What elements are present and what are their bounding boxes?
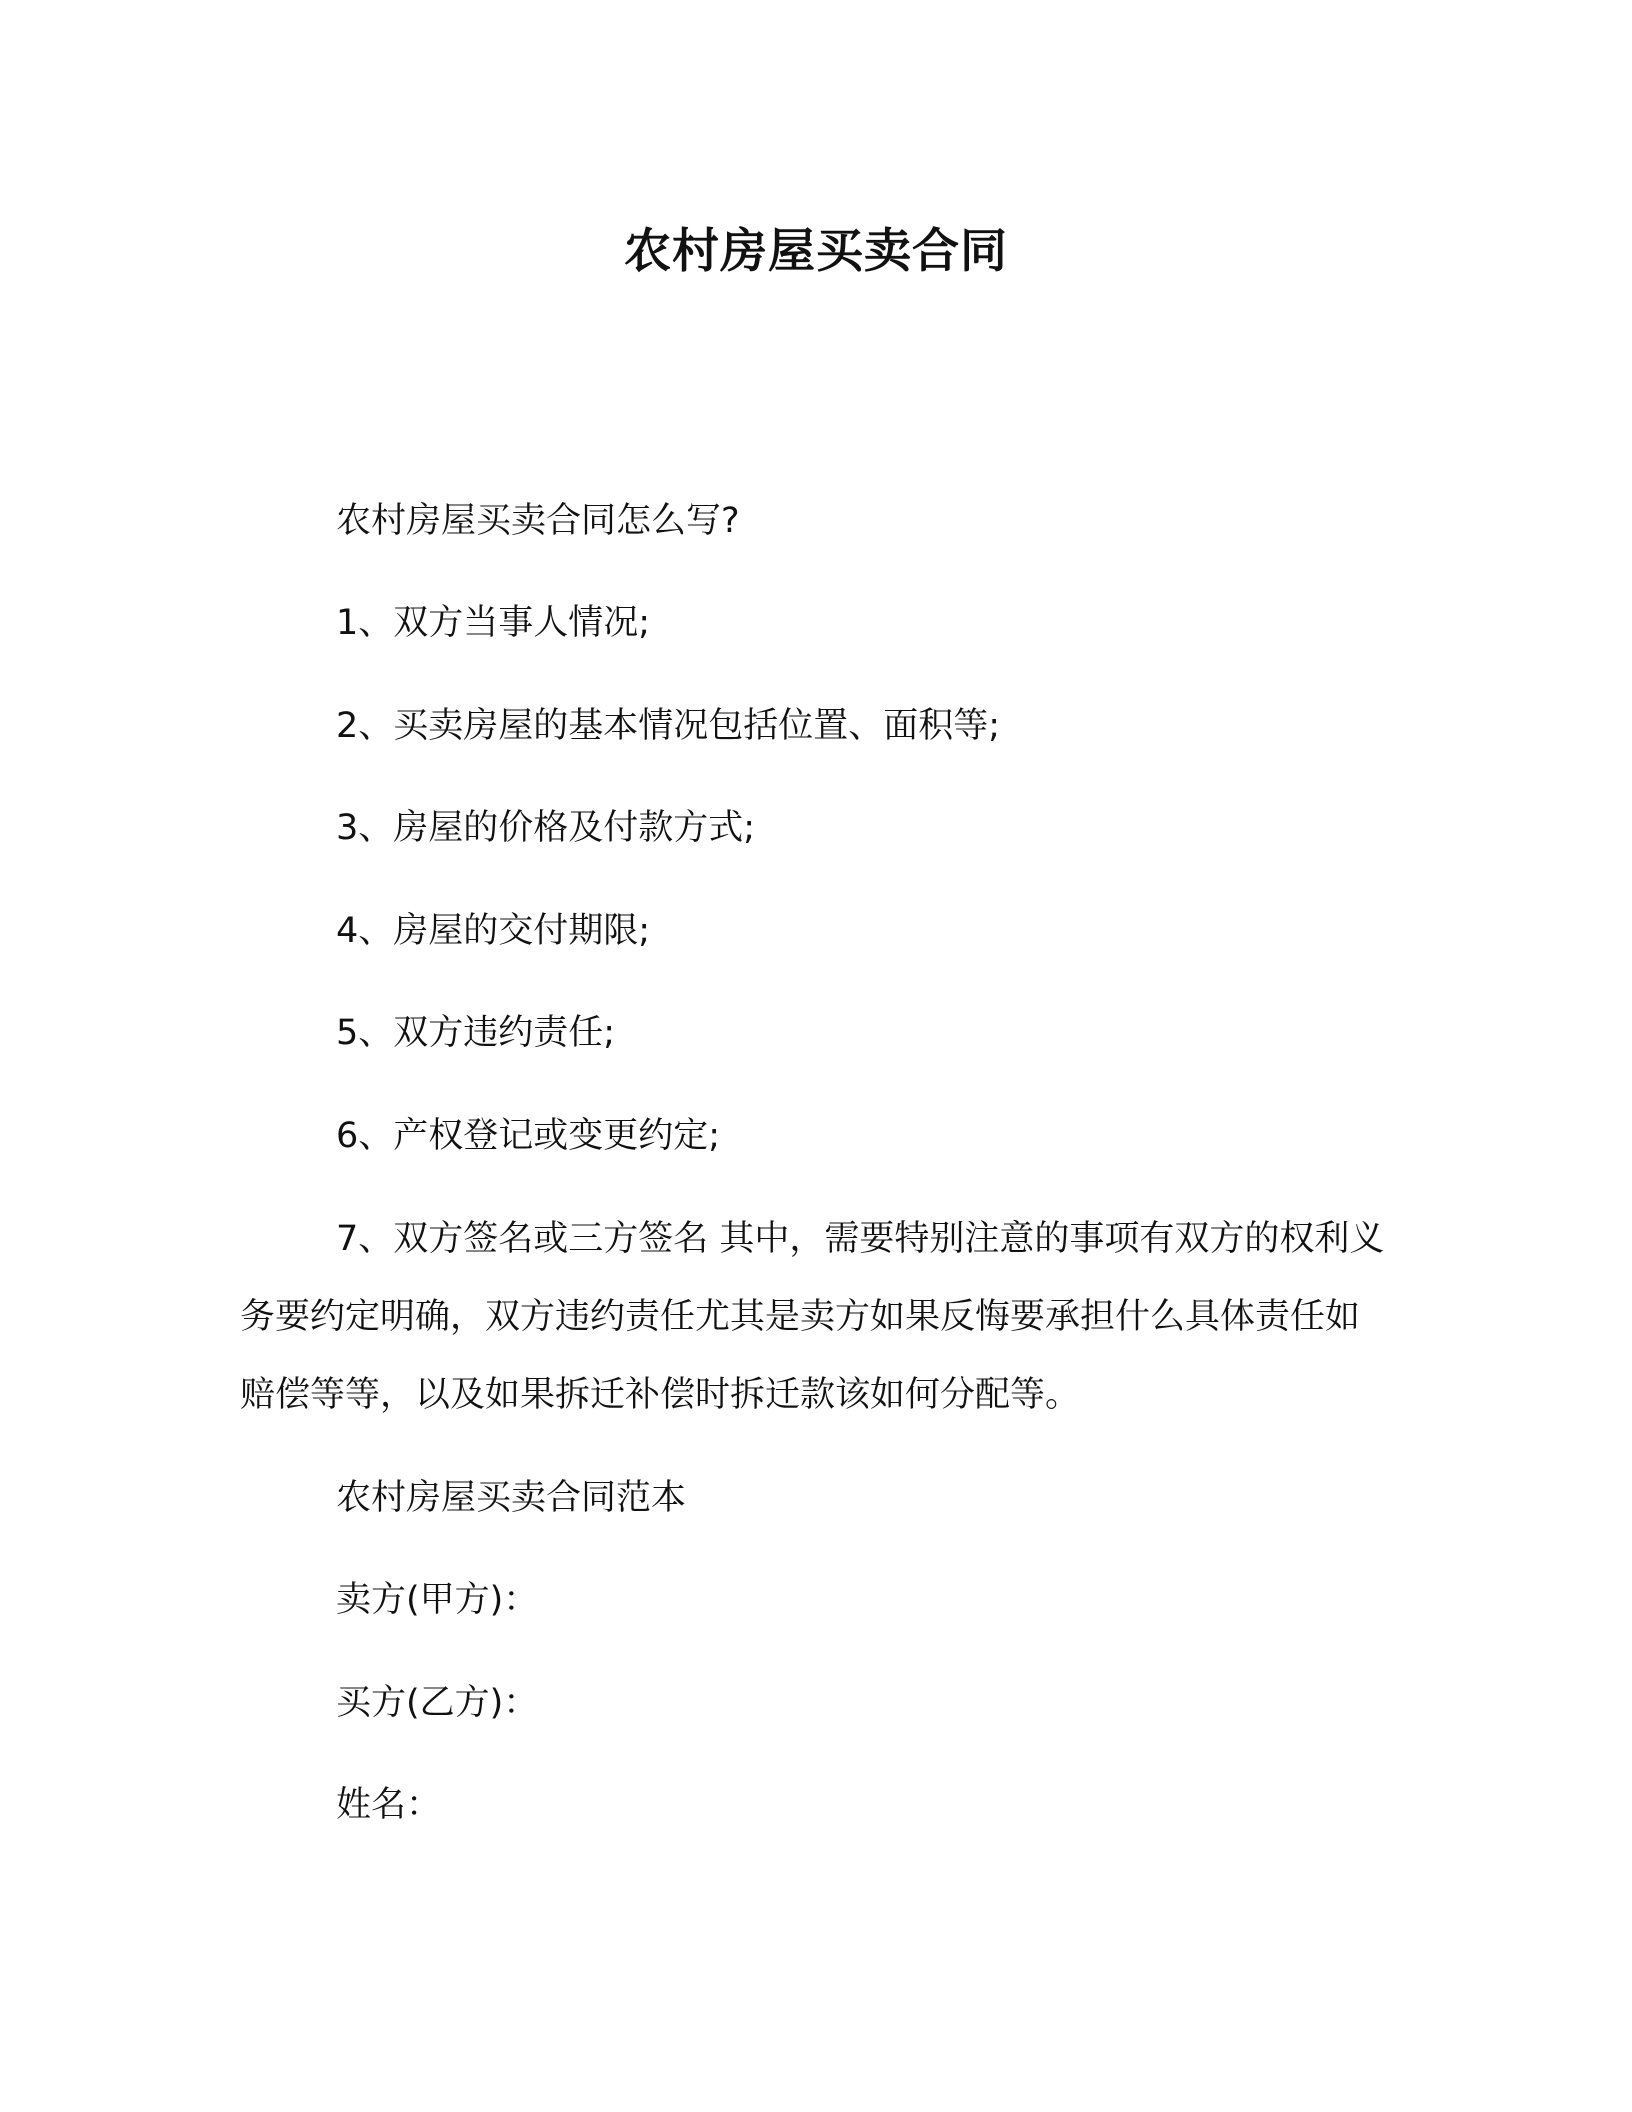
seller-label: 卖方(甲方)： (336, 1580, 539, 1620)
buyer-label: 买方(乙方)： (336, 1683, 539, 1723)
name-label: 姓名： (336, 1785, 442, 1825)
list-item-2: 2、买卖房屋的基本情况包括位置、面积等; (336, 706, 1001, 746)
question-heading: 农村房屋买卖合同怎么写? (336, 501, 740, 541)
list-item-3: 3、房屋的价格及付款方式; (336, 808, 756, 848)
list-item-5: 5、双方违约责任; (336, 1013, 616, 1053)
list-item-1: 1、双方当事人情况; (336, 603, 651, 643)
document-title: 农村房屋买卖合同 (624, 224, 1008, 279)
list-item-4: 4、房屋的交付期限; (336, 911, 651, 951)
list-item-7-paragraph: 7、双方签名或三方签名 其中，需要特别注意的事项有双方的权利义务要约定明确，双方违约责任尤其是卖方如果反悔要承担什么具体责任如赔偿等等，以及如果拆迁补偿时拆迁款该如何分配等。 (240, 1219, 1385, 1415)
template-heading: 农村房屋买卖合同范本 (336, 1478, 687, 1518)
list-item-6: 6、产权登记或变更约定; (336, 1116, 721, 1156)
